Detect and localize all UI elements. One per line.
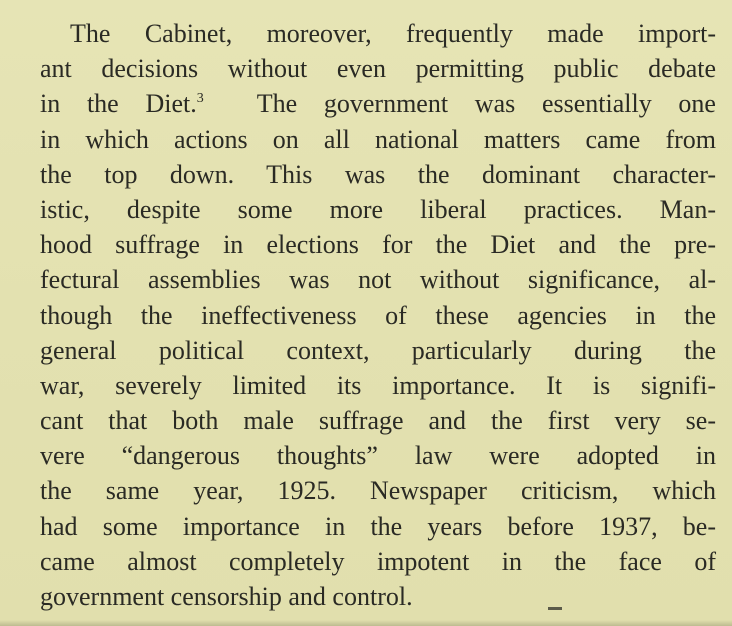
text-line-14: the same year, 1925. Newspaper criticism, which [40,476,716,506]
text-line-3-start: in the Diet. [40,89,197,119]
text-line-5: the top down. This was the dominant character- [40,159,716,189]
text-line-9: though the ineffectiveness of these agencies in the [40,300,716,330]
text-line-16: came almost completely impotent in the face of [40,546,716,576]
text-line-13: vere “dangerous thoughts” law were adopted in [40,441,716,471]
text-line-6: istic, despite some more liberal practices. Man- [40,194,716,224]
text-line-7: hood suffrage in elections for the Diet and the pre- [40,230,716,260]
text-line-17: government censorship and control. [40,582,413,611]
text-line-8: fectural assemblies was not without significance, al- [40,265,716,295]
text-line-15: had some importance in the years before 1937, be- [40,511,716,541]
text-line-4: in which actions on all national matters came from [40,124,716,154]
text-line-10: general political context, particularly during the [40,335,716,365]
text-line-1: The Cabinet, moreover, frequently made import- [70,19,716,48]
ink-smudge [548,607,562,610]
text-line-2: ant decisions without even permitting public debate [40,54,716,84]
text-line-12: cant that both male suffrage and the first very se- [40,406,716,436]
text-line-3 [40,86,716,121]
footnote-marker: 3 [196,91,204,107]
text-line-3-end: The government was essentially one [203,89,716,119]
text-line-11: war, severely limited its importance. It is signifi- [40,370,716,400]
page-bottom-edge [0,620,732,626]
body-paragraph [40,16,716,614]
